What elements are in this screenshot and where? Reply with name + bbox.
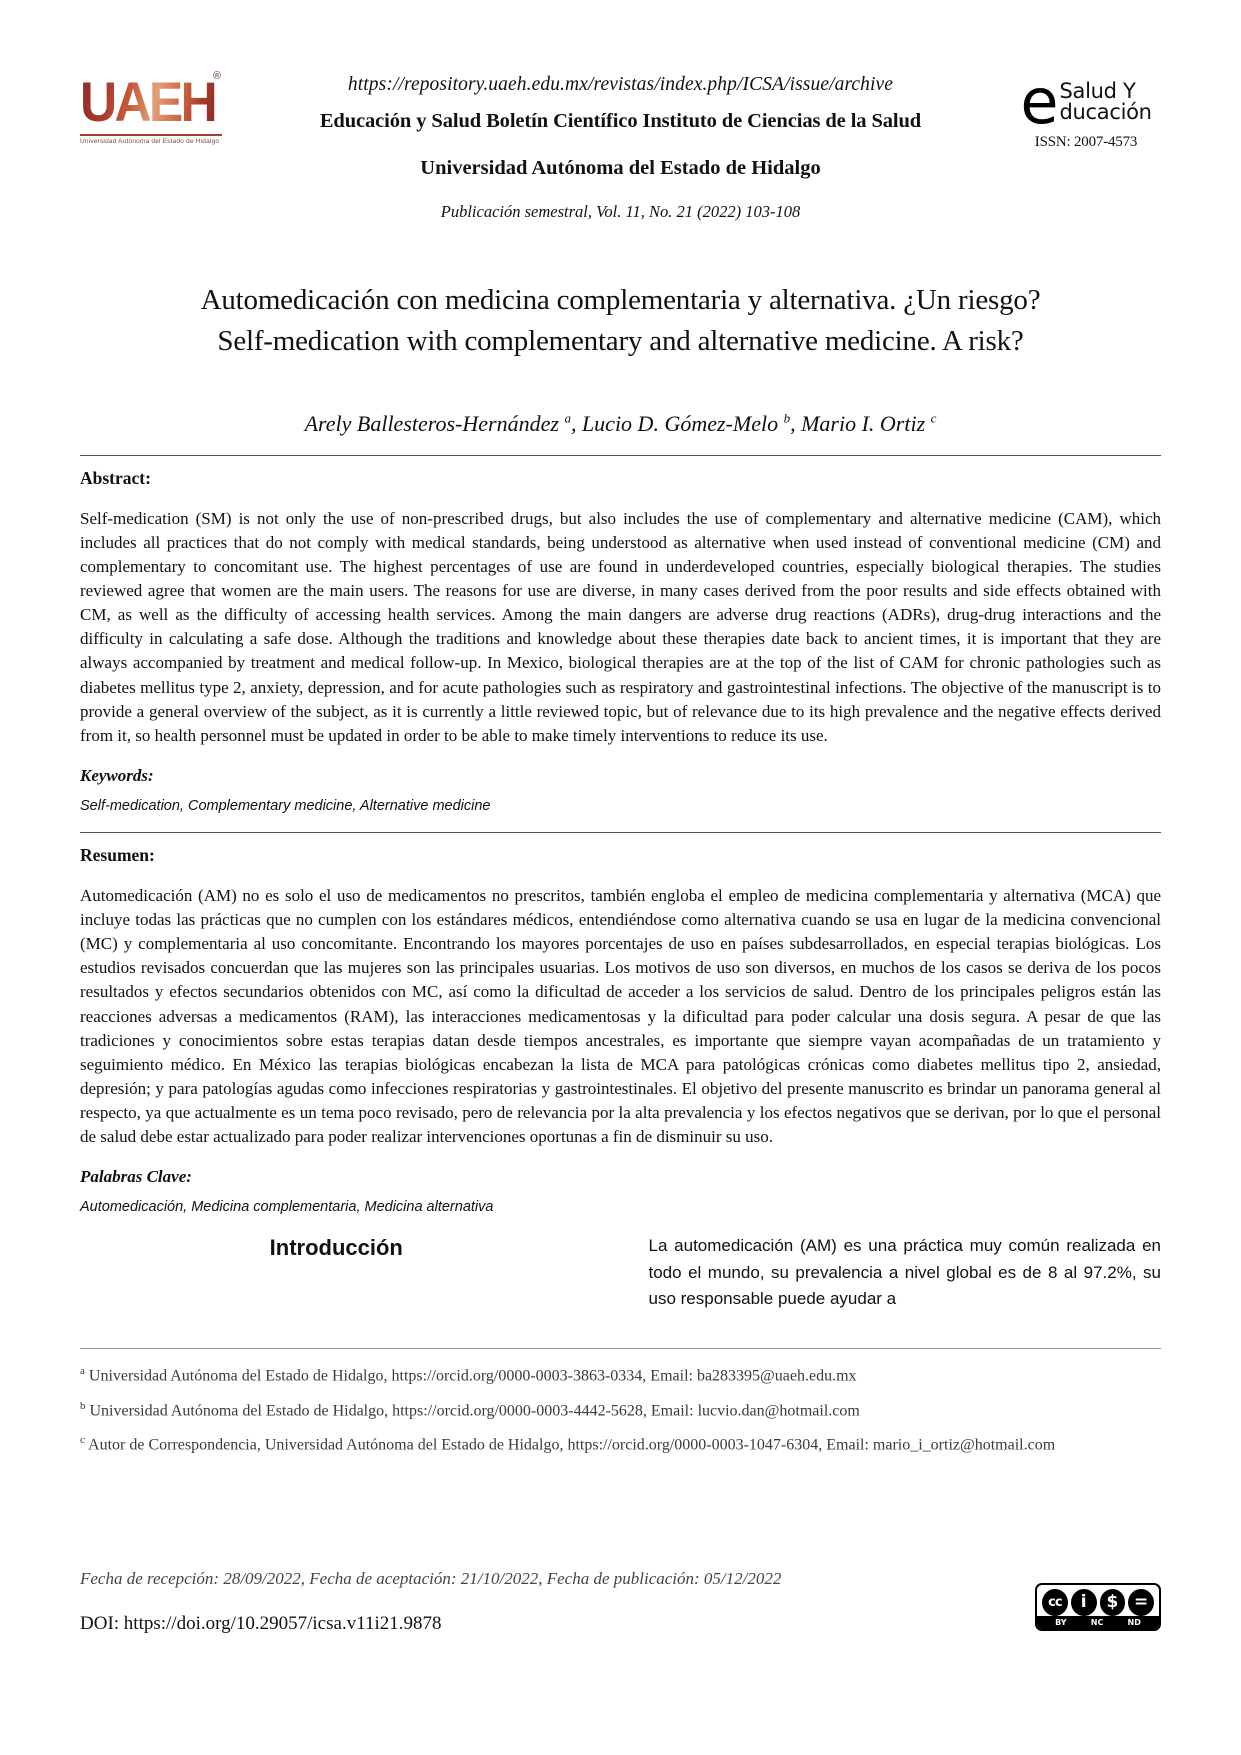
palabras-clave-list: Automedicación, Medicina complementaria, Medicina alternativa [80,1199,494,1216]
author-list [80,410,1161,436]
footnote-text-c: Autor de Correspondencia, Universidad Autónoma del Estado de Hidalgo, https://orcid.org/0000-0003-1047-6304, Email: mario_i_ortiz@hotmail.com [88,1436,1056,1454]
footnote-item [80,1398,1161,1424]
esalud-logo-line2: ducación [1059,100,1152,124]
resumen-heading: Resumen: [80,844,155,865]
introduction-section [80,1233,1161,1312]
creative-commons-license-badge[interactable] [1035,1583,1161,1631]
cc-nd-label: ND [1127,1618,1141,1627]
issn-label: ISSN: 2007-4573 [1034,134,1138,150]
footnote-text-a: Universidad Autónoma del Estado de Hidalgo, https://orcid.org/0000-0003-3863-0334, Email: ba283395@uaeh.edu.mx [88,1367,857,1385]
uaeh-logo-subtitle: Universidad Autónoma del Estado de Hidalgo [80,134,222,145]
abstract-heading: Abstract: [80,467,151,488]
article-title-english: Self-medication with complementary and alternative medicine. A risk? [217,325,1024,358]
abstract-text: Self-medication (SM) is not only the use of non-prescribed drugs, but also includes the use of complementary and alternative medicine (CAM), which includes all practices that do not comply with medical standards, being understood as alternative when used instead of conventional medicine (CM) and complementary to concomitant use. The highest percentages of use are found in underdeveloped countries, especially biological therapies. The studies reviewed agree that women are the main users. The reasons for use are diverse, in many cases derived from the poor results and side effects obtained with CM, as well as the difficulty of accessing health services. Among the main dangers are adverse drug reactions (ADRs), drug-drug interactions and the difficulty in calculating a safe dose. Although the traditions and knowledge about these therapies date back to ancient times, it is important that they are always accompanied by treatment and medical follow-up. In Mexico, biological therapies are at the top of the list of CAM for chronic pathologies such as diabetes mellitus type 2, anxiety, depression, and for acute pathologies such as respiratory and gastrointestinal infections. The objective of the manuscript is to provide a general overview of the subject, as it is currently a little reviewed topic, but of relevance due to its high prevalence and the negative effects derived from it, so health personnel must be updated in order to be able to make timely interventions to reduce its use. [80,508,1161,745]
uaeh-logo-wordmark: UAEH [80,70,215,133]
cc-nd-icon: = [1128,1589,1154,1616]
journal-header [230,62,1011,222]
footnote-item [80,1363,1161,1389]
journal-university: Universidad Autónoma del Estado de Hidalgo [420,157,821,179]
article-title-spanish: Automedicación con medicina complementaria y alternativa. ¿Un riesgo? [200,284,1041,316]
footnote-list [80,1363,1161,1458]
masthead [80,62,1161,222]
introduction-left-column [80,1233,593,1312]
footnote-marker-b: b [80,1399,86,1412]
footnote-text-b: Universidad Autónoma del Estado de Hidalgo, https://orcid.org/0000-0003-4442-5628, Email: lucvio.dan@hotmail.com [89,1401,860,1419]
abstract-top-divider [80,455,1161,456]
doi-link[interactable]: DOI: https://doi.org/10.29057/icsa.v11i21.9878 [80,1613,442,1634]
publication-dates: Fecha de recepción: 28/09/2022, Fecha de aceptación: 21/10/2022, Fecha de publicación: 05/12/2022 [80,1569,782,1588]
introduction-heading: Introducción [269,1235,403,1261]
esalud-logo-line1: Salud Y [1059,78,1136,103]
cc-nc-label: NC [1090,1618,1104,1627]
author-names: Arely Ballesteros-Hernández $^a$, Lucio D. Gómez-Melo $^b$, Mario I. Ortiz $^c$ [304,410,937,436]
keywords-heading: Keywords: [80,765,154,785]
palabras-clave-heading: Palabras Clave: [80,1167,192,1187]
resumen-top-divider [80,832,1161,833]
resumen-text: Automedicación (AM) no es solo el uso de medicamentos no prescritos, también engloba el empleo de medicina complementaria y alternativa (MCA) que incluye todas las prácticas que no cumplen con los estándares médicos, entendiéndose como alternativa cuando se usa en lugar de la medicina convencional (MC) y complementaria al uso concomitante. Encontrando los mayores porcentajes de uso en países subdesarrollados, en especial terapias biológicas. Los estudios revisados concuerdan que las mujeres son las principales usuarias. Los motivos de uso son diversos, en muchos de los casos se deriva de los pocos resultados y efectos secundarios obtenidos con MC, así como la dificultad de acceder a los servicios de salud. Dentro de los principales peligros están las reacciones adversas a medicamentos (RAM), las interacciones medicamentosas y la dificultad para poder calcular una dosis segura. A pesar de que las tradiciones y conocimientos sobre estas terapias datan desde tiempos ancestrales, es importante que siempre vayan acompañadas de un tratamiento y seguimiento médico. En México las terapias biológicas encabezan la lista de MCA para patológicas crónicas como diabetes mellitus tipo 2, ansiedad, depresión; y para patologías agudas como infecciones respiratorias y gastrointestinales. El objetivo del presente manuscrito es brindar un panorama general al respecto, ya que actualmente es un tema poco revisado, pero de relevancia por la alta prevalencia y los efectos negativos que se derivan, por lo que el personal de salud debe estar actualizado para poder realizar intervenciones oportunas a fin de disminuir su uso. [80,885,1161,1147]
footnote-divider [80,1348,1161,1349]
cc-by-icon: i [1071,1589,1097,1616]
cc-nc-icon: $ [1100,1589,1126,1616]
page-footer [80,1569,1161,1635]
article-titles [80,280,1161,362]
esalud-educacion-logo [1011,62,1161,151]
registered-trademark-icon: ® [213,70,222,82]
journal-title: Educación y Salud Boletín Científico Instituto de Ciencias de la Salud [319,110,922,132]
esalud-e-glyph-icon: e [1020,65,1059,138]
footnote-marker-c: c [80,1433,85,1446]
introduction-right-column [649,1233,1162,1312]
journal-archive-url[interactable]: https://repository.uaeh.edu.mx/revistas/index.php/ICSA/issue/archive [347,74,894,95]
cc-logo-icon: cc [1042,1589,1068,1616]
uaeh-logo [80,62,230,145]
footnote-marker-a: a [80,1365,85,1378]
journal-issue-line: Publicación semestral, Vol. 11, No. 21 (2022) 103-108 [440,202,801,221]
keywords-list: Self-medication, Complementary medicine, Alternative medicine [80,797,491,814]
cc-by-label: BY [1055,1618,1067,1627]
footnote-item [80,1432,1161,1458]
introduction-text: La automedicación (AM) es una práctica muy común realizada en todo el mundo, su prevalencia a nivel global es de 8 al 97.2%, su uso responsable puede ayudar a [648,1236,1161,1308]
